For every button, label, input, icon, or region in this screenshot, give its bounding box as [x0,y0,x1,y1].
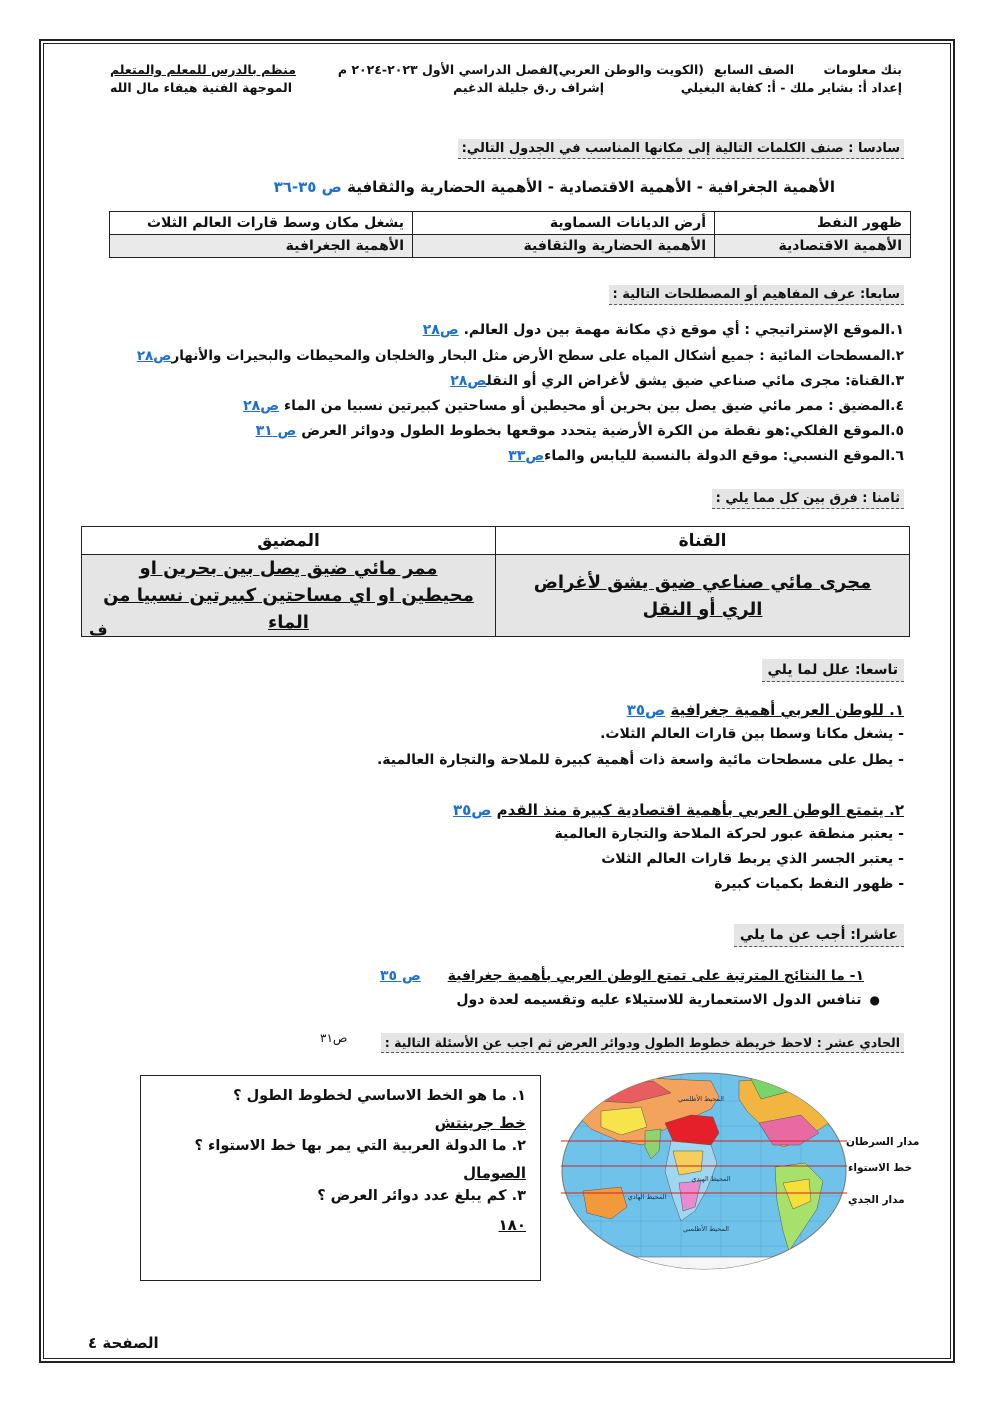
map-label-capricorn: مدار الجدي [848,1194,905,1206]
ocean-label: المحيط الهندي [691,1175,731,1183]
definition-item [256,423,904,439]
section6-table [109,211,911,258]
compare-cell: ممر مائي ضيق يصل بين بحرين او محيطين او اي مساحتين كبيرتين نسبيا من الماء [82,555,496,637]
map-answer: خط جرينتش [434,1114,526,1132]
reason-question-ref: ص٣٥ [452,801,492,819]
reason-answer: - ظهور النفط بكميات كبيرة [714,876,904,892]
section6-row-items [110,212,911,235]
header-grade: الصف السابع [713,62,794,77]
definition-ref: ص٢٨ [243,398,280,414]
reason-question [627,701,904,719]
section10-title: عاشرا: أجب عن ما يلي [734,924,904,947]
reason-answer: - يعتبر الجسر الذي يربط قارات العالم الثلاث [601,851,904,867]
definition-item [137,348,904,364]
definition-num: ٤. [890,398,904,414]
reason-answer: - يعتبر منطقة عبور لحركة الملاحة والتجارة العالمية [554,826,904,842]
definition-num: ١. [890,322,904,338]
definition-ref: ص٢٨ [450,373,487,389]
section6-cell: الأهمية الحضارية والثقافية [413,235,715,258]
header-supervision: إشراف ر.ق جليلة الدغيم [453,80,604,95]
definition-item [450,373,904,389]
header-bank: بنك معلومات [823,62,902,77]
definition-text: موقع الدولة بالنسبة لليابس والماء [544,448,778,464]
section6-cell: الأهمية الجغرافية [110,235,413,258]
header-prepared: إعداد أ: بشاير ملك - أ: كفاية البغيلي [680,80,902,95]
map-answer: ١٨٠ [498,1216,526,1234]
answer-bullet [456,992,880,1008]
reason-answer: - يشغل مكانا وسطا بين قارات العالم الثلاث. [600,726,904,742]
world-map [561,1071,860,1271]
map-question: ١. ما هو الخط الاساسي لخطوط الطول ؟ [233,1088,526,1104]
header-term: الفصل الدراسي الأول ٢٠٢٣-٢٠٢٤ م [337,62,557,77]
map-label-equator: خط الاستواء [848,1162,913,1174]
page-number: الصفحة ٤ [88,1334,159,1352]
definition-term: المسطحات المائية : [759,348,891,364]
section11-ref: ص٣١ [320,1031,348,1045]
ocean-label: المحيط الأطلسي [678,1095,724,1103]
definition-ref: ص٢٨ [136,348,172,364]
definition-item [508,448,904,464]
reason-question-text: ٢. يتمتع الوطن العربي بأهمية اقتصادية كبيرة منذ القدم [496,801,904,819]
header-subject: (الكويت والوطن العربي) [553,62,704,77]
definition-term: القناة: [845,373,891,389]
section6-words [274,178,835,196]
section8-title: ثامنا : فرق بين كل مما يلي : [712,489,904,509]
section6-cell: الأهمية الاقتصادية [715,235,911,258]
definition-item [423,322,904,338]
definition-num: ٢. [890,348,904,364]
definition-term: الموقع النسبي: [782,448,891,464]
reason-question [453,801,904,819]
map-question: ٣. كم يبلغ عدد دوائر العرض ؟ [317,1188,526,1204]
section7-title: سابعا: عرف المفاهيم أو المصطلحات التالية : [609,285,904,305]
compare-cell: مجرى مائي صناعي ضيق يشق لأغراض الري أو النقل [496,555,910,637]
definition-text: جميع أشكال المياه على سطح الأرض مثل البحار والخلجان والمحيطات والبحيرات والأنهار [171,348,755,364]
reason-question-text: ١. للوطن العربي أهمية جغرافية [670,701,904,719]
section6-cell: ظهور النفط [715,212,911,235]
compare-table [81,526,910,637]
answer-text: تنافس الدول الاستعمارية للاستيلاء عليه وتقسيمه لعدة دول [456,992,862,1008]
section6-title: سادسا : صنف الكلمات التالية إلى مكانها المناسب في الجدول التالي: [458,139,904,159]
reason-answer: - يطل على مسطحات مائية واسعة ذات أهمية كبيرة للملاحة والتجارة العالمية. [376,752,904,768]
stray-mark: ف [89,620,108,639]
map-label-cancer: مدار السرطان [846,1136,920,1148]
reason-question-ref: ص٣٥ [626,701,666,719]
definition-term: الموقع الفلكي: [784,423,891,439]
definition-text: هو نقطة من الكرة الأرضية يتحدد موقعها بخطوط الطول ودوائر العرض [301,423,785,439]
section11-title: الحادي عشر : لاحظ خريطة خطوط الطول ودوائر العرض ثم اجب عن الأسئلة التالية : [381,1033,904,1053]
bullet-icon: ● [869,993,880,1007]
map-question: ٢. ما الدولة العربية التي يمر بها خط الاستواء ؟ [194,1138,526,1154]
compare-header: القناة [496,527,910,555]
definition-text: مجرى مائي صناعي ضيق يشق لأغراض الري أو النقل [486,373,841,389]
answer-question [380,968,864,984]
compare-header: المضيق [82,527,496,555]
definition-ref: ص ٣١ [255,423,297,439]
compare-header-row [82,527,910,555]
section9-title: تاسعا: علل لما يلي [762,659,904,682]
answer-question-ref: ص ٣٥ [379,968,421,984]
definition-num: ٣. [890,373,904,389]
definition-num: ٥. [890,423,904,439]
section6-word-list: الأهمية الجغرافية - الأهمية الاقتصادية - الأهمية الحضارية والثقافية [347,178,835,196]
definition-item [243,398,904,414]
definition-ref: ص٣٣ [508,448,545,464]
section6-row-answers [110,235,911,258]
answer-question-text: ١- ما النتائج المترتبة على تمتع الوطن العربي بأهمية جغرافية [447,968,864,984]
definition-term: الموقع الإستراتيجي : [744,322,891,338]
ocean-label: المحيط الأطلسي [683,1225,729,1233]
definition-ref: ص٢٨ [422,322,459,338]
section6-cell: يشغل مكان وسط قارات العالم الثلاث [110,212,413,235]
ocean-label: المحيط الهادي [627,1193,667,1201]
definition-num: ٦. [890,448,904,464]
map-answer: الصومال [463,1164,526,1182]
definition-text: ممر مائي ضيق يصل بين بحرين أو محيطين أو مساحتين كبيرتين نسبيا من الماء [283,398,824,414]
header-tech-supervisor: الموجهة الفنية هيفاء مال الله [110,80,292,95]
definition-text: أي موقع ذي مكانة مهمة بين دول العالم. [463,322,740,338]
compare-row [82,555,910,637]
section6-page-ref: ص ٣٥-٣٦ [273,178,342,196]
questions-box [140,1075,541,1281]
section6-cell: أرض الديانات السماوية [413,212,715,235]
definition-term: المضيق : [828,398,891,414]
header-organizer: منظم بالدرس للمعلم والمتعلم [110,62,296,77]
